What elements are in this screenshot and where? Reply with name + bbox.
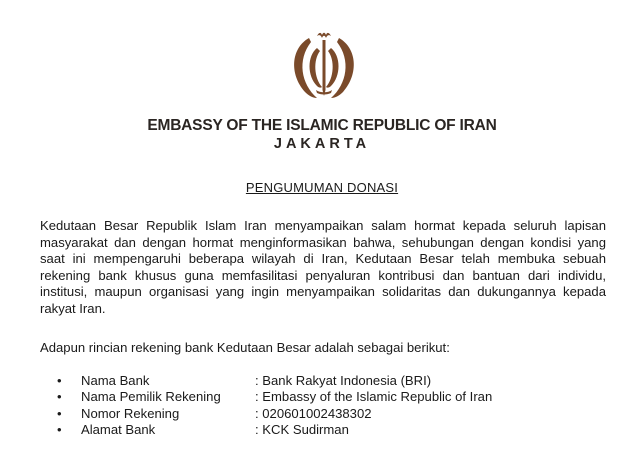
bank-detail-item-bank-address: [57, 422, 617, 438]
bank-detail-item-bank-name: [57, 373, 617, 389]
bank-detail-value: : Embassy of the Islamic Republic of Iran: [255, 389, 493, 405]
announcement-paragraph: Kedutaan Besar Republik Islam Iran menyampaikan salam hormat kepada seluruh lapisan masyarakat dan dengan hormat menginformasikan bahwa, sehubungan dengan kondisi yang saat ini mempengaruhi beberapa wilayah di Iran, Kedutaan Besar telah membuka sebuah rekening bank khusus guna memfasilitasi penyaluran kontribusi dan bantuan dari individu, institusi, maupun organisasi yang ingin menyampaikan solidaritas dan dukungannya kepada rakyat Iran.: [40, 218, 606, 316]
bank-details-list: [57, 373, 617, 438]
bank-detail-value: : 020601002438302: [255, 405, 372, 421]
bank-detail-item-account-number: [57, 406, 617, 422]
bank-detail-label: Nama Bank: [81, 373, 150, 388]
bank-detail-label: Nama Pemilik Rekening: [81, 389, 221, 405]
bank-detail-value: : KCK Sudirman: [255, 421, 349, 437]
embassy-city: JAKARTA: [273, 136, 371, 152]
document-heading: PENGUMUMAN DONASI: [245, 180, 399, 195]
bullet-icon: •: [57, 389, 62, 405]
bullet-icon: •: [57, 405, 62, 421]
bullet-icon: •: [57, 421, 62, 437]
embassy-name: EMBASSY OF THE ISLAMIC REPUBLIC OF IRAN: [147, 117, 497, 134]
iran-emblem-icon: [287, 30, 361, 100]
bank-detail-label: Nomor Rekening: [81, 405, 180, 421]
bank-detail-item-account-holder: [57, 389, 617, 405]
bank-detail-label: Alamat Bank: [81, 421, 156, 437]
bullet-icon: •: [57, 373, 62, 388]
bank-details-intro: Adapun rincian rekening bank Kedutaan Besar adalah sebagai berikut:: [40, 340, 450, 355]
bank-detail-value: : Bank Rakyat Indonesia (BRI): [255, 373, 432, 388]
